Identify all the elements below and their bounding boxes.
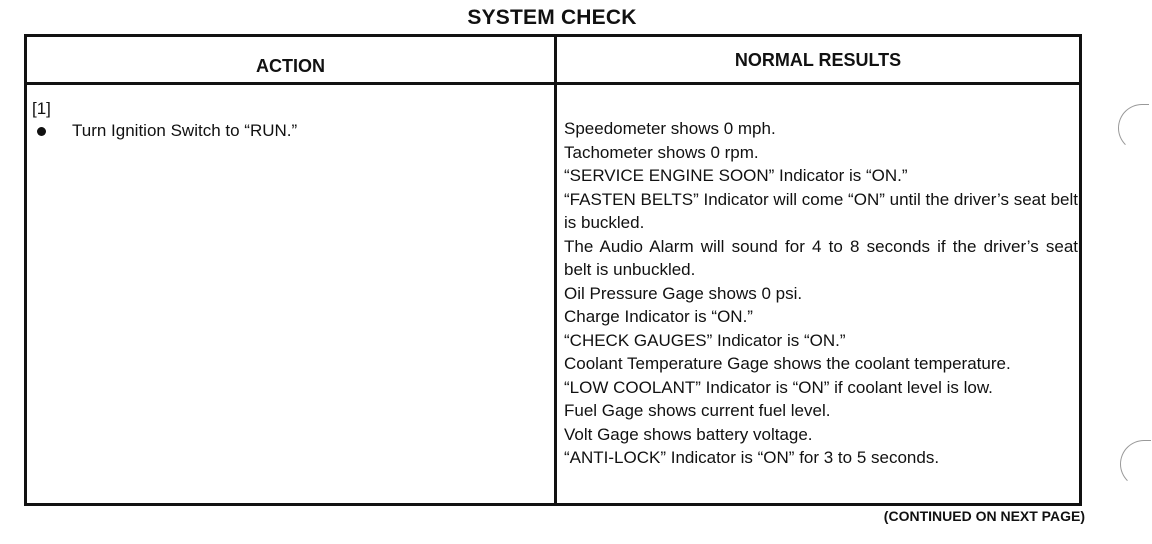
result-item: “FASTEN BELTS” Indicator will come “ON” until the driver’s seat belt is buckled. (564, 189, 1078, 232)
result-item: “LOW COOLANT” Indicator is “ON” if coolant level is low. (564, 377, 993, 397)
action-text: Turn Ignition Switch to “RUN.” (72, 121, 298, 140)
header-divider (27, 82, 1079, 85)
page-title: SYSTEM CHECK (467, 6, 637, 29)
continued-note: (CONTINUED ON NEXT PAGE) (883, 508, 1085, 524)
result-item: “CHECK GAUGES” Indicator is “ON.” (564, 330, 846, 350)
normal-results-column-header: NORMAL RESULTS (734, 50, 902, 70)
action-column-header: ACTION (256, 56, 325, 76)
binder-hole-mark (1118, 104, 1149, 152)
result-item: The Audio Alarm will sound for 4 to 8 seconds if the driver’s seat belt is unbuckled. (564, 236, 1078, 279)
normal-results-list (564, 117, 1078, 470)
result-item: Volt Gage shows battery voltage. (564, 424, 813, 444)
binder-hole-mark (1120, 440, 1151, 488)
result-item: “SERVICE ENGINE SOON” Indicator is “ON.” (564, 166, 908, 185)
column-divider (554, 37, 557, 503)
result-item: Speedometer shows 0 mph. (564, 119, 776, 138)
step-number: [1] (32, 99, 51, 118)
result-item: Fuel Gage shows current fuel level. (564, 401, 831, 420)
bullet-icon (37, 127, 46, 136)
result-item: “ANTI-LOCK” Indicator is “ON” for 3 to 5 seconds. (564, 448, 940, 467)
system-check-table (24, 34, 1082, 506)
result-item: Tachometer shows 0 rpm. (564, 142, 759, 162)
result-item: Coolant Temperature Gage shows the coolant temperature. (564, 354, 1011, 373)
result-item: Oil Pressure Gage shows 0 psi. (564, 283, 803, 303)
action-item (37, 121, 297, 141)
result-item: Charge Indicator is “ON.” (564, 307, 753, 326)
